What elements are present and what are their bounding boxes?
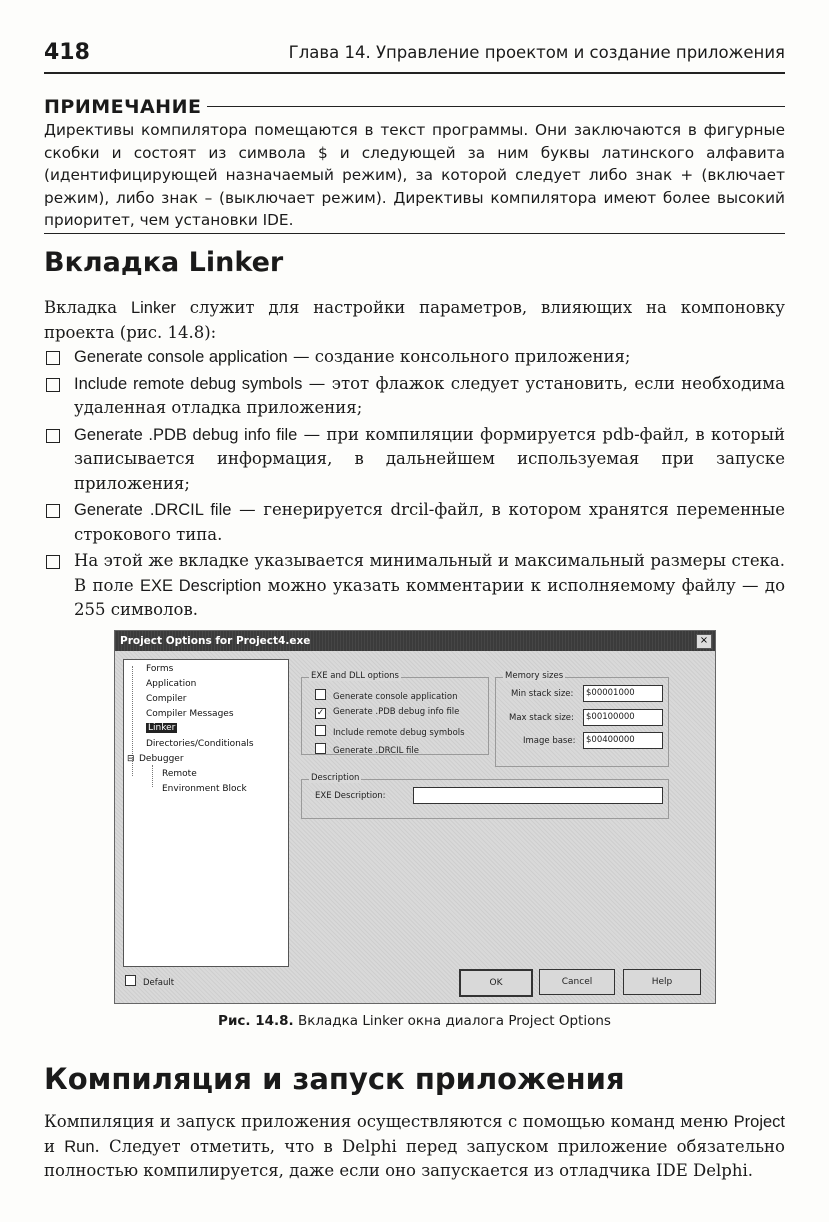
list-item-code: Generate .PDB debug info file [74, 425, 298, 444]
description-label: Description [311, 773, 360, 783]
list-item-code: Generate .DRCIL file [74, 501, 232, 519]
checkbox-icon[interactable] [125, 975, 136, 986]
list-item-text: — создание консольного приложения; [287, 347, 631, 366]
min-stack-field[interactable]: $00001000 [583, 685, 663, 702]
para-text: . Следует отметить, что в Delphi перед запуском приложение обязательно полностью компилируется, даже если оно запускается из отладчика IDE Delphi. [44, 1136, 785, 1180]
intro-text-pre: Вкладка [44, 298, 131, 317]
checkbox-label: Include remote debug symbols [333, 728, 465, 738]
checkbox-bullet-icon [46, 378, 60, 392]
code-project: Project [733, 1113, 785, 1131]
checkbox-label: Generate .PDB debug info file [333, 707, 460, 717]
ok-button[interactable]: OK [459, 969, 533, 997]
section-heading-linker: Вкладка Linker [44, 247, 284, 278]
cancel-button[interactable]: Cancel [539, 969, 615, 995]
tree-item-debugger[interactable]: Debugger [139, 754, 184, 764]
close-icon[interactable]: × [696, 634, 712, 649]
project-options-dialog [114, 630, 716, 1004]
checkbox-label: Generate .DRCIL file [333, 746, 419, 756]
para-text: Компиляция и запуск приложения осуществляются с помощью команд меню [44, 1112, 734, 1131]
tree-connector [152, 765, 153, 787]
checkbox-icon[interactable] [315, 725, 326, 736]
note-bottom-rule [44, 233, 785, 234]
exe-description-field[interactable] [413, 787, 663, 804]
max-stack-field[interactable]: $00100000 [583, 709, 663, 726]
checkbox-bullet-icon [46, 429, 60, 443]
tree-item-linker[interactable]: Linker [148, 723, 176, 733]
checkbox-icon[interactable] [315, 743, 326, 754]
collapse-icon[interactable]: ⊟ [127, 754, 135, 764]
tree-item-remote[interactable]: Remote [162, 769, 197, 779]
options-tree [123, 659, 289, 967]
figure-number: Рис. 14.8. [218, 1013, 294, 1029]
checkbox-bullet-icon [46, 504, 60, 518]
list-item [44, 423, 785, 497]
linker-options-list [44, 345, 785, 625]
list-item [44, 498, 785, 547]
tree-item-application[interactable]: Application [146, 679, 197, 689]
section-heading-compile-run: Компиляция и запуск приложения [44, 1062, 625, 1096]
list-item-code: Include remote debug symbols [74, 374, 303, 393]
checkbox-label: Generate console application [333, 692, 458, 702]
header-rule [44, 72, 785, 74]
para-text: и [44, 1136, 65, 1156]
tree-item-compiler-messages[interactable]: Compiler Messages [146, 709, 234, 719]
tree-item-forms[interactable]: Forms [146, 664, 174, 674]
checkmark-icon[interactable]: ✓ [316, 708, 325, 718]
generate-drcil-checkbox[interactable] [315, 743, 419, 756]
running-title: Глава 14. Управление проектом и создание приложения [288, 43, 785, 62]
exe-description-label: EXE Description: [315, 791, 386, 801]
page-number: 418 [44, 40, 90, 65]
generate-console-checkbox[interactable] [315, 689, 457, 702]
list-item-text: — при компиляции формируется pdb-файл, в который записывается информация, в дальнейшем используемая при запуске приложения; [74, 424, 785, 493]
checkbox-bullet-icon [46, 351, 60, 365]
tree-item-compiler[interactable]: Compiler [146, 694, 187, 704]
list-item-text: — генерируется drcil-файл, в котором хранятся переменные строкового типа. [74, 500, 785, 544]
tree-item-environment-block[interactable]: Environment Block [162, 784, 247, 794]
intro-text-post: служит для настройки параметров, влияющих на компоновку проекта (рис. 14.8): [44, 298, 785, 342]
exe-dll-options-label: EXE and DLL options [311, 671, 399, 681]
list-item-text: можно указать комментарии к исполняемому файлу — до 255 символов. [74, 575, 785, 619]
help-button[interactable]: Help [623, 969, 701, 995]
list-item-text: На этой же вкладке указывается минимальный и максимальный размеры стека. В поле [74, 551, 785, 595]
linker-intro-paragraph [44, 296, 785, 345]
list-item-text: — этот флажок следует установить, если необходима удаленная отладка приложения; [74, 373, 785, 417]
note-body: Директивы компилятора помещаются в текст программы. Они заключаются в фигурные скобки и состоят из символа $ и следующей за ним буквы латинского алфавита (идентифицирующей назначаемый режим), за которой следует либо знак + (включает режим), либо знак – (выключает режим). Директивы компилятора имеют более высокий приоритет, чем установки IDE. [44, 121, 785, 229]
list-item-code: Generate console application [74, 348, 288, 366]
checkbox-icon[interactable] [315, 689, 326, 700]
tree-item-directories[interactable]: Directories/Conditionals [146, 739, 254, 749]
code-run: Run [64, 1137, 95, 1156]
figure-caption [0, 1013, 829, 1029]
generate-pdb-checkbox[interactable] [315, 707, 459, 719]
memory-sizes-label: Memory sizes [505, 671, 564, 681]
include-remote-debug-checkbox[interactable] [315, 725, 465, 738]
max-stack-label: Max stack size: [509, 713, 574, 723]
min-stack-label: Min stack size: [511, 689, 574, 699]
figure-caption-text: Вкладка Linker окна диалога Project Options [293, 1013, 611, 1029]
dialog-title-bar[interactable]: Project Options for Project4.exe [115, 631, 715, 651]
checkbox-bullet-icon [46, 555, 60, 569]
compile-run-paragraph [44, 1110, 785, 1184]
image-base-label: Image base: [523, 736, 576, 746]
list-item [44, 549, 785, 623]
list-item [44, 345, 785, 370]
image-base-field[interactable]: $00400000 [583, 732, 663, 749]
intro-code-linker: Linker [130, 299, 176, 317]
list-item [44, 372, 785, 421]
default-checkbox[interactable] [125, 975, 174, 988]
list-item-code: EXE Description [140, 576, 262, 595]
checkbox-label: Default [143, 978, 175, 988]
note-title: ПРИМЕЧАНИЕ [44, 96, 207, 118]
